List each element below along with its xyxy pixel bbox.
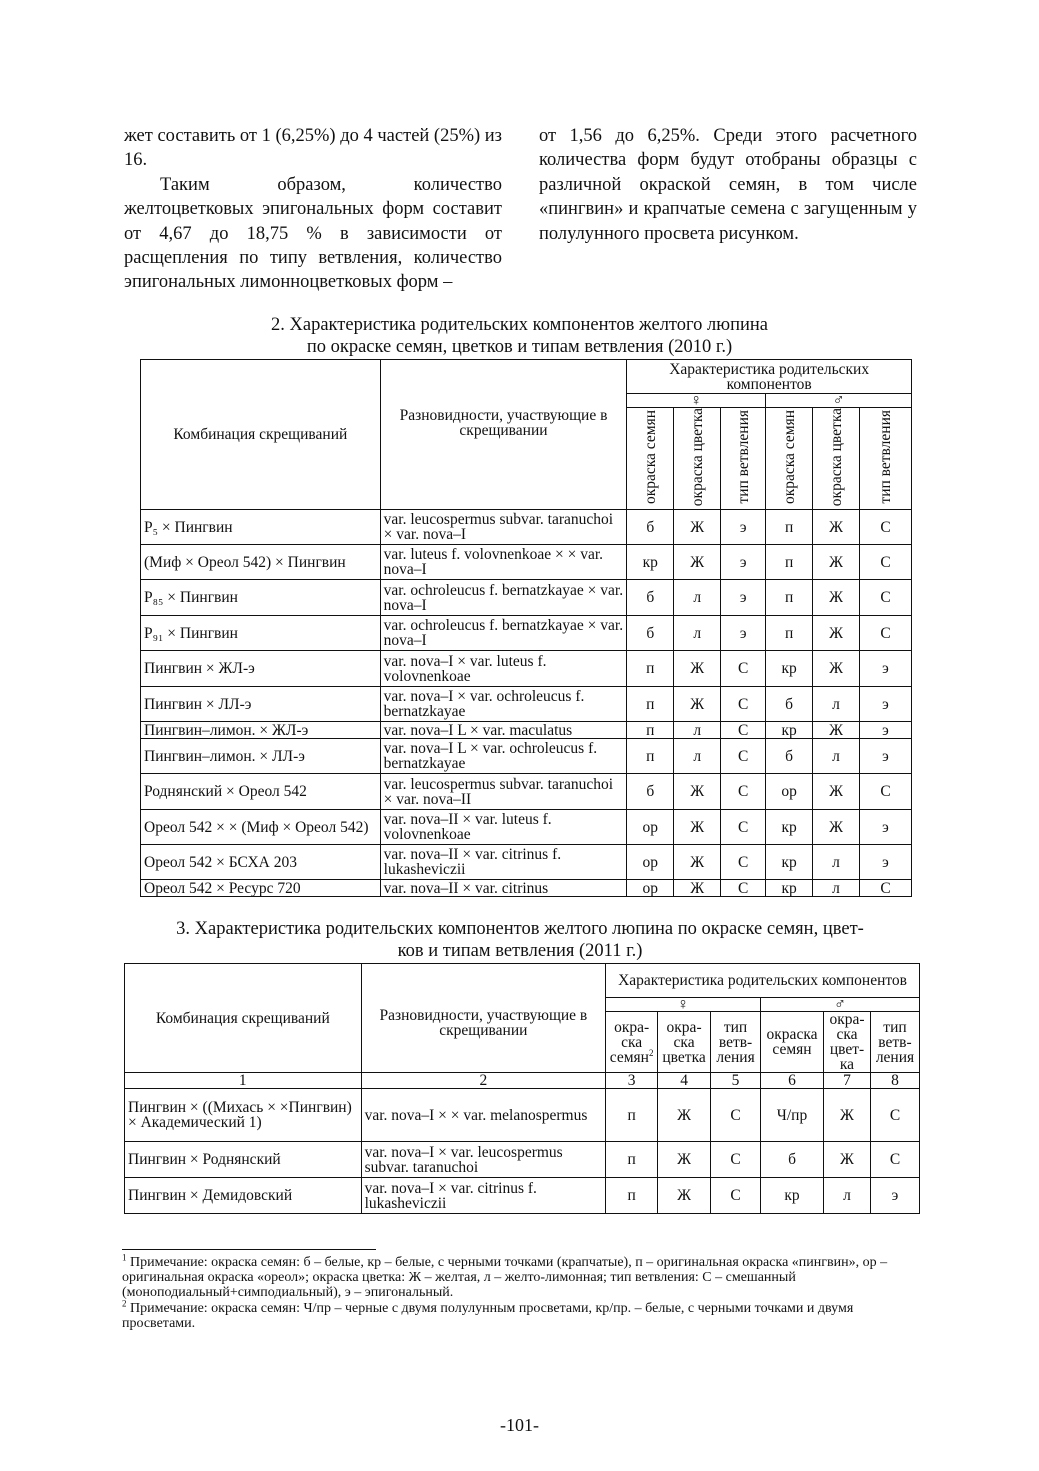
cell-value: Ж: [813, 580, 860, 616]
column-number: 7: [824, 1073, 871, 1089]
cell-value: Ж: [813, 722, 860, 739]
cell-value: л: [813, 880, 860, 897]
table-row: [125, 1178, 920, 1214]
column-number: 8: [870, 1073, 919, 1089]
footnotes: [122, 1252, 920, 1331]
table-row: [141, 722, 912, 739]
cell-varieties: var. nova–I × var. luteus f. volovnenkoae: [380, 651, 627, 687]
cell-varieties: var. nova–II × var. citrinus f. lukasheviczii: [380, 845, 627, 880]
cell-value: С: [711, 1089, 761, 1142]
cell-value: э: [721, 580, 766, 616]
table-row: [141, 880, 912, 897]
cell-value: Ж: [674, 810, 721, 845]
cell-combination: (Миф × Ореол 542) × Пингвин: [141, 545, 381, 580]
cell-value: б: [766, 739, 813, 774]
table2-caption: [0, 314, 1039, 358]
cell-value: Ж: [674, 651, 721, 687]
header-flower-color: окра-ска цветка: [658, 1012, 711, 1073]
cell-combination: Пингвин–лимон. × ЛЛ-э: [141, 739, 381, 774]
cell-combination: Пингвин × ЖЛ-э: [141, 651, 381, 687]
cell-varieties: var. leucospermus subvar. taranuchoi × var. nova–I: [380, 510, 627, 545]
cell-value: Ж: [813, 510, 860, 545]
cell-value: л: [824, 1178, 871, 1214]
cell-value: кр: [766, 722, 813, 739]
cell-value: п: [766, 545, 813, 580]
header-varieties: Разновидности, участвующие в скрещивании: [361, 964, 606, 1073]
cell-combination: Ореол 542 × × (Миф × Ореол 542): [141, 810, 381, 845]
cell-value: С: [711, 1142, 761, 1178]
cell-value: э: [721, 545, 766, 580]
column-number: 6: [761, 1073, 824, 1089]
male-symbol: ♂: [761, 998, 920, 1012]
cell-varieties: var. nova–II × var. luteus f. volovnenkoae: [380, 810, 627, 845]
cell-value: п: [766, 510, 813, 545]
cell-value: Ж: [674, 510, 721, 545]
cell-value: Ж: [813, 616, 860, 651]
table-row: [141, 739, 912, 774]
cell-value: Ж: [824, 1089, 871, 1142]
cell-value: С: [721, 774, 766, 810]
cell-combination: P₉₁ × Пингвин: [141, 616, 381, 651]
table2: [140, 359, 912, 897]
cell-value: п: [606, 1142, 658, 1178]
cell-value: С: [860, 880, 912, 897]
cell-varieties: var. ochroleucus f. bernatzkayae × var. nova–I: [380, 580, 627, 616]
cell-combination: Пингвин × Демидовский: [125, 1178, 362, 1214]
caption-line: 3. Характеристика родительских компонентов желтого люпина по окраске семян, цвет-: [176, 919, 864, 939]
table-row: [141, 510, 912, 545]
table3-caption: [120, 918, 920, 962]
table-row: [141, 651, 912, 687]
cell-value: Ж: [824, 1142, 871, 1178]
cell-value: кр: [761, 1178, 824, 1214]
cell-varieties: var. nova–II × var. citrinus: [380, 880, 627, 897]
cell-value: С: [721, 722, 766, 739]
cell-combination: Ореол 542 × Ресурс 720: [141, 880, 381, 897]
cell-value: л: [674, 580, 721, 616]
cell-value: б: [627, 580, 674, 616]
table-row: [125, 1142, 920, 1178]
header-branching: тип ветв-ления: [711, 1012, 761, 1073]
header-seed-color: окраска семян: [766, 408, 813, 510]
cell-combination: Пингвин × Роднянский: [125, 1142, 362, 1178]
footnote-mark: 1: [122, 1252, 127, 1263]
cell-varieties: var. nova–I L × var. ochroleucus f. bernatzkayae: [380, 739, 627, 774]
cell-varieties: var. nova–I × var. ochroleucus f. bernatzkayae: [380, 687, 627, 722]
cell-value: С: [721, 810, 766, 845]
header-varieties: Разновидности, участвующие в скрещивании: [380, 360, 627, 510]
cell-value: б: [627, 616, 674, 651]
cell-value: С: [860, 616, 912, 651]
cell-value: кр: [766, 880, 813, 897]
footnote-ref: 2: [648, 1047, 654, 1058]
cell-value: С: [721, 651, 766, 687]
cell-varieties: var. luteus f. volovnenkoae × × var. nova–I: [380, 545, 627, 580]
cell-value: кр: [766, 810, 813, 845]
table-row: [141, 616, 912, 651]
male-symbol: ♂: [766, 394, 912, 408]
column-number: 5: [711, 1073, 761, 1089]
cell-value: Ж: [674, 545, 721, 580]
cell-value: С: [860, 580, 912, 616]
cell-value: С: [721, 845, 766, 880]
cell-value: Ж: [674, 845, 721, 880]
header-characteristic: Характеристика родительских компонентов: [606, 964, 920, 998]
header-branching: тип ветвления: [721, 408, 766, 510]
cell-value: Ж: [658, 1178, 711, 1214]
cell-value: б: [766, 687, 813, 722]
cell-value: э: [860, 651, 912, 687]
cell-combination: P₅ × Пингвин: [141, 510, 381, 545]
table-row: [141, 845, 912, 880]
cell-value: Ж: [658, 1089, 711, 1142]
table-row: [141, 580, 912, 616]
cell-value: кр: [766, 845, 813, 880]
table-row: [141, 810, 912, 845]
cell-value: С: [721, 739, 766, 774]
cell-value: э: [721, 616, 766, 651]
text-column-left: [124, 124, 502, 295]
column-number: 4: [658, 1073, 711, 1089]
cell-value: л: [813, 739, 860, 774]
cell-varieties: var. nova–I × var. citrinus f. lukasheviczii: [361, 1178, 606, 1214]
caption-line: ков и типам ветвления (2011 г.): [397, 941, 643, 961]
cell-value: Ж: [674, 687, 721, 722]
cell-value: С: [721, 687, 766, 722]
cell-value: Ж: [813, 810, 860, 845]
footnote-rule: [122, 1249, 376, 1250]
cell-value: Ч/пр: [761, 1089, 824, 1142]
header-seed-color: окраска семян: [761, 1012, 824, 1073]
cell-value: п: [606, 1089, 658, 1142]
cell-value: Ж: [813, 651, 860, 687]
cell-value: п: [766, 616, 813, 651]
header-branching: тип ветвления: [860, 408, 912, 510]
cell-value: С: [711, 1178, 761, 1214]
cell-value: С: [860, 774, 912, 810]
cell-combination: Пингвин–лимон. × ЖЛ-э: [141, 722, 381, 739]
cell-value: С: [870, 1142, 919, 1178]
cell-combination: Пингвин × ((Михась × ×Пингвин) × Академический 1): [125, 1089, 362, 1142]
cell-value: Ж: [658, 1142, 711, 1178]
cell-value: б: [627, 510, 674, 545]
cell-varieties: var. nova–I × var. leucospermus subvar. taranuchoi: [361, 1142, 606, 1178]
cell-value: э: [721, 510, 766, 545]
cell-value: ор: [766, 774, 813, 810]
paragraph: жет составить от 1 (6,25%) до 4 частей (25%) из 16.: [124, 126, 502, 171]
header-flower-color: окраска цветка: [813, 408, 860, 510]
cell-varieties: var. ochroleucus f. bernatzkayae × var. nova–I: [380, 616, 627, 651]
column-number: 2: [361, 1073, 606, 1089]
cell-value: б: [627, 774, 674, 810]
cell-value: л: [813, 687, 860, 722]
caption-line: 2. Характеристика родительских компонентов желтого люпина: [271, 315, 768, 335]
header-branching: тип ветв-ления: [870, 1012, 919, 1073]
cell-value: ор: [627, 810, 674, 845]
cell-value: п: [627, 651, 674, 687]
cell-value: э: [860, 845, 912, 880]
cell-value: л: [674, 722, 721, 739]
cell-varieties: var. nova–I L × var. maculatus: [380, 722, 627, 739]
cell-value: п: [627, 739, 674, 774]
cell-value: л: [813, 845, 860, 880]
table-row: [141, 545, 912, 580]
cell-value: п: [766, 580, 813, 616]
footnote-1: $^1$ Примечание: окраска семян: б – белые, кр – белые, с черными точками (крапчатые), п – оригинальная окраска «пингвин», ор – оригинальная окраска «ореол»; окраска цветка: Ж – желтая, л – желто-лимонная; тип ветвления: С – смешанный (моноподиальный+симподиальный), э – эпигональный.: [122, 1252, 888, 1301]
cell-value: С: [860, 510, 912, 545]
page-number: -101-: [500, 1415, 539, 1435]
table-row: [141, 774, 912, 810]
cell-value: Ж: [674, 774, 721, 810]
cell-value: кр: [766, 651, 813, 687]
header-characteristic: Характеристика родительских компонентов: [627, 360, 912, 394]
table3: [124, 963, 920, 1214]
cell-value: ор: [627, 880, 674, 897]
paragraph: Таким образом, количество желтоцветковых эпигональных форм составит от 4,67 до 18,75 % в зависимости от расщепления по типу ветвления, количество эпигональных лимонноцветковых форм –: [124, 174, 502, 293]
caption-line: по окраске семян, цветков и типам ветвления (2010 г.): [306, 337, 733, 357]
cell-value: л: [674, 616, 721, 651]
header-flower-color: окра-ска цвет-ка: [824, 1012, 871, 1073]
cell-value: Ж: [813, 774, 860, 810]
cell-combination: P₈₅ × Пингвин: [141, 580, 381, 616]
cell-value: Ж: [674, 880, 721, 897]
header-flower-color: окраска цветка: [674, 408, 721, 510]
header-seed-color: окраска семян: [627, 408, 674, 510]
cell-combination: Роднянский × Ореол 542: [141, 774, 381, 810]
footnote-mark: 2: [122, 1297, 127, 1308]
table-row: [125, 1089, 920, 1142]
cell-varieties: var. leucospermus subvar. taranuchoi × var. nova–II: [380, 774, 627, 810]
cell-value: э: [860, 810, 912, 845]
cell-value: п: [606, 1178, 658, 1214]
cell-value: Ж: [813, 545, 860, 580]
female-symbol: ♀: [627, 394, 766, 408]
cell-value: э: [860, 739, 912, 774]
cell-value: ор: [627, 845, 674, 880]
column-number: 3: [606, 1073, 658, 1089]
cell-varieties: var. nova–I × × var. melanospermus: [361, 1089, 606, 1142]
header-combination: Комбинация скрещиваний: [141, 360, 381, 510]
cell-value: э: [870, 1178, 919, 1214]
cell-value: п: [627, 687, 674, 722]
cell-combination: Пингвин × ЛЛ-э: [141, 687, 381, 722]
cell-value: п: [627, 722, 674, 739]
paragraph: от 1,56 до 6,25%. Среди этого расчетного количества форм будут отобраны образцы с различной окраской семян, в том числе «пингвин» и крапчатые семена с загущенным у полулунного просвета рисунком.: [539, 126, 917, 244]
cell-value: б: [761, 1142, 824, 1178]
cell-combination: Ореол 542 × БСХА 203: [141, 845, 381, 880]
footnote-2: $^2$ Примечание: окраска семян: Ч/пр – черные с двумя полулунным просветами, кр/пр. – белые, с черными точками и двумя просветами.: [122, 1297, 854, 1331]
column-number: 1: [125, 1073, 362, 1089]
header-seed-color: окра-ска семян$^2$: [606, 1012, 658, 1073]
cell-value: кр: [627, 545, 674, 580]
cell-value: С: [870, 1089, 919, 1142]
cell-value: С: [721, 880, 766, 897]
female-symbol: ♀: [606, 998, 761, 1012]
cell-value: э: [860, 722, 912, 739]
cell-value: л: [674, 739, 721, 774]
cell-value: э: [860, 687, 912, 722]
text-column-right: [539, 124, 917, 246]
header-combination: Комбинация скрещиваний: [125, 964, 362, 1073]
table-row: [141, 687, 912, 722]
cell-value: С: [860, 545, 912, 580]
